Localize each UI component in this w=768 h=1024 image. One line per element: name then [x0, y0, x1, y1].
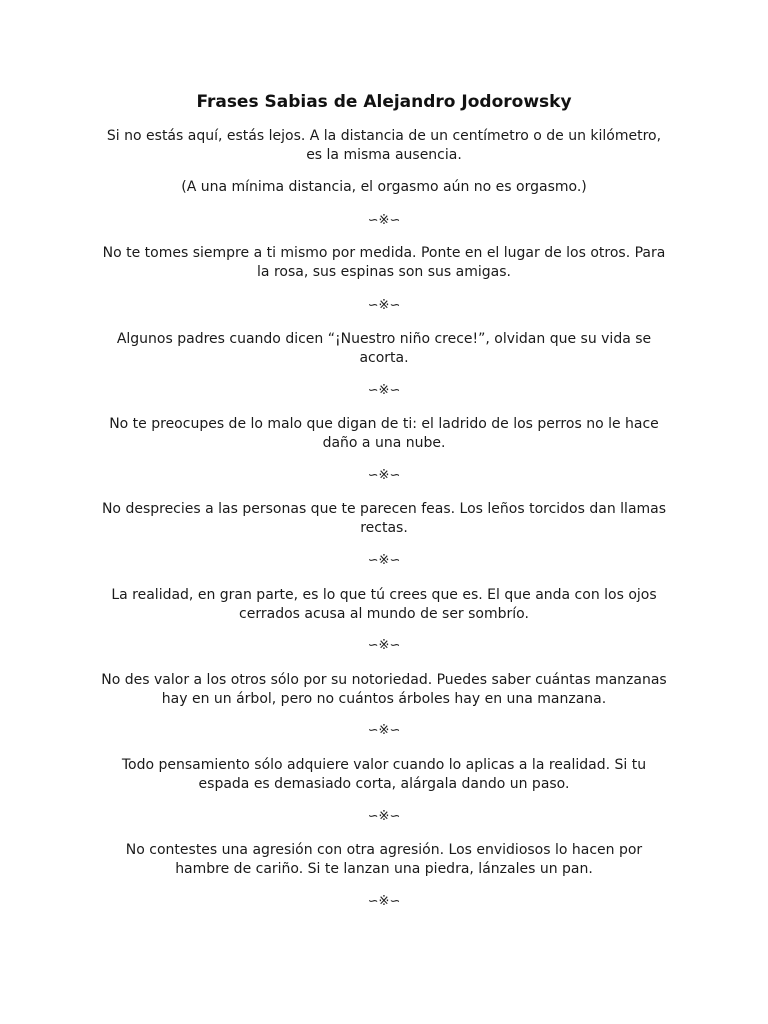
separator-ornament: ∽※∽	[367, 809, 401, 824]
quote-text: (A una mínima distancia, el orgasmo aún no es orgasmo.)	[181, 179, 587, 195]
separator-ornament: ∽※∽	[367, 213, 401, 228]
separator-ornament: ∽※∽	[367, 298, 401, 313]
quote-text: No te tomes siempre a ti mismo por medida. Ponte en el lugar de los otros. Para la rosa, sus espinas son sus amigas.	[102, 245, 666, 280]
quote-text: No te preocupes de lo malo que digan de ti: el ladrido de los perros no le hace daño a una nube.	[109, 416, 659, 451]
separator-ornament: ∽※∽	[367, 383, 401, 398]
separator-ornament: ∽※∽	[367, 553, 401, 568]
separator-ornament: ∽※∽	[367, 638, 401, 653]
separator-ornament: ∽※∽	[367, 723, 401, 738]
quote-text: No desprecies a las personas que te parecen feas. Los leños torcidos dan llamas rectas.	[101, 501, 667, 536]
quote-text: Si no estás aquí, estás lejos. A la distancia de un centímetro o de un kilómetro, es la misma ausencia.	[106, 128, 662, 163]
quote-text: Algunos padres cuando dicen “¡Nuestro niño crece!”, olvidan que su vida se acorta.	[116, 331, 652, 366]
page-title: Frases Sabias de Alejandro Jodorowsky	[196, 92, 572, 112]
quote-text: No des valor a los otros sólo por su notoriedad. Puedes saber cuántas manzanas hay en un árbol, pero no cuántos árboles hay en una manzana.	[101, 672, 667, 707]
quote-text: Todo pensamiento sólo adquiere valor cuando lo aplicas a la realidad. Si tu espada es demasiado corta, alárgala dando un paso.	[121, 757, 647, 792]
quote-text: No contestes una agresión con otra agresión. Los envidiosos lo hacen por hambre de cariño. Si te lanzan una piedra, lánzales un pan.	[125, 842, 643, 877]
quote-text: La realidad, en gran parte, es lo que tú crees que es. El que anda con los ojos cerrados acusa al mundo de ser sombrío.	[111, 587, 657, 622]
separator-ornament: ∽※∽	[367, 468, 401, 483]
separator-ornament: ∽※∽	[367, 894, 401, 909]
